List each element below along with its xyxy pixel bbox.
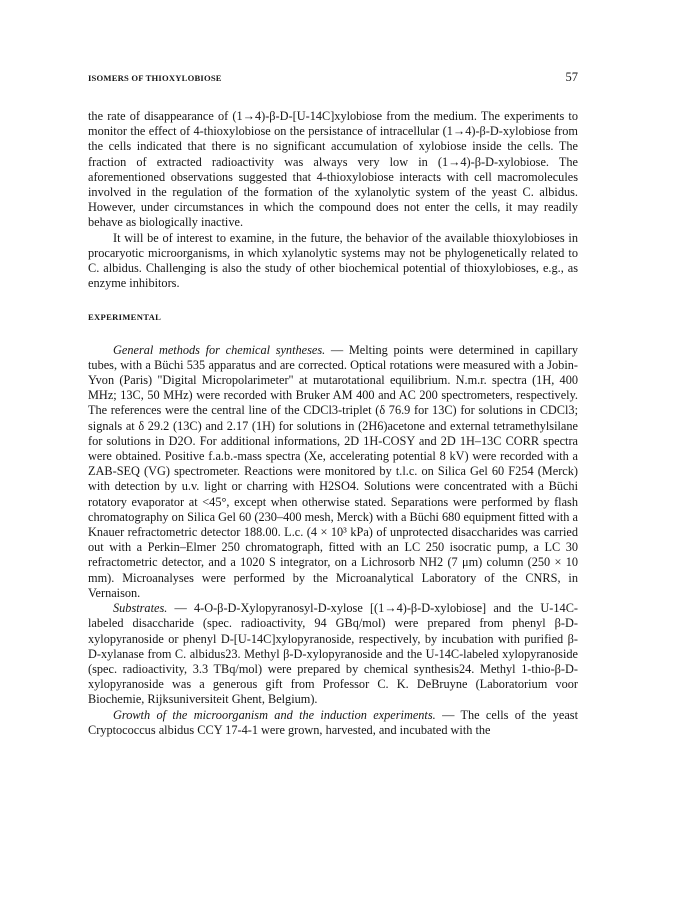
intro-paragraph-1: the rate of disappearance of (1→4)-β-D-[U-14C]xylobiose from the medium. The experiments to monitor the effect of 4-thioxylobiose on the persistance of intracellular (1→4)-β-D-xylobiose from the cells indicated that there is no significant accumulation of xylobiose inside the cells. The fraction of extracted radioactivity was always very low in (1→4)-β-D-xylobiose. The aforementioned observations suggested that 4-thioxylobiose interacts with cell macromolecules involved in the regulation of the formation of the xylanolytic system of the yeast C. albidus. However, under circumstances in which the compound does not enter the cells, it may readily behave as biologically inactive.	[88, 109, 578, 230]
section-heading-experimental: EXPERIMENTAL	[88, 312, 162, 323]
substrates-heading: Substrates.	[113, 601, 168, 616]
running-head-title: ISOMERS OF THIOXYLOBIOSE	[88, 73, 222, 83]
substrates-text: — 4-O-β-D-Xylopyranosyl-D-xylose [(1→4)-β-D-xylobiose] and the U-14C-labeled disaccharide (spec. radioactivity, 94 GBq/mol) were prepared from phenyl β-D-xylopyranoside or phenyl D-[U-14C]xylopyranoside, respectively, by incubation with purified β-D-xylanase from C. albidus23. Methyl β-D-xylopyranoside and the U-14C-labeled xylopyranoside (spec. radioactivity, 3.3 TBq/mol) were prepared by chemical synthesis24. Methyl 1-thio-β-D-xylopyranoside was a generous gift from Professor C. K. DeBruyne (Laboratorium voor Biochemie, Rijksuniversiteit Ghent, Belgium).	[88, 601, 578, 707]
general-methods-heading: General methods for chemical syntheses.	[113, 342, 326, 357]
general-methods-paragraph	[88, 343, 578, 601]
growth-heading: Growth of the microorganism and the induction experiments.	[113, 707, 436, 722]
running-head	[88, 70, 578, 92]
body-text	[88, 109, 578, 738]
intro-paragraph-2: It will be of interest to examine, in the future, the behavior of the available thioxylobioses in procaryotic microorganisms, in which xylanolytic systems may not be phylogenetically related to C. albidus. Challenging is also the study of other biochemical potential of thioxylobioses, e.g., as enzyme inhibitors.	[88, 230, 578, 291]
page-number: 57	[565, 70, 578, 84]
growth-paragraph	[88, 708, 578, 738]
page	[88, 70, 578, 738]
substrates-paragraph	[88, 601, 578, 707]
growth-text: — The cells of the yeast Cryptococcus albidus CCY 17-4-1 were grown, harvested, and incubated with the	[88, 707, 579, 737]
general-methods-text: — Melting points were determined in capillary tubes, with a Büchi 535 apparatus and are corrected. Optical rotations were measured with a Jobin-Yvon (Paris) "Digital Micropolarimeter" at mutarotational equilibrium. N.m.r. spectra (1H, 400 MHz; 13C, 50 MHz) were recorded with Bruker AM 400 and AC 200 spectrometers, respectively. The references were the central line of the CDCl3-triplet (δ 76.9 for 13C) for solutions in CDCl3; signals at δ 29.2 (13C) and 2.17 (1H) for solutions in (2H6)acetone and external tetramethylsilane for solutions in D2O. For additional informations, 2D 1H-COSY and 2D 1H–13C CORR spectra were obtained. Positive f.a.b.-mass spectra (Xe, accelerating potential 8 kV) were recorded with a ZAB-SEQ (VG) spectrometer. Reactions were monitored by t.l.c. on Silica Gel 60 F254 (Merck) with detection by u.v. light or charring with H2SO4. Solutions were concentrated with a Büchi rotatory evaporator at <45°, except when otherwise stated. Separations were performed by flash chromatography on Silica Gel 60 (230–400 mesh, Merck) with a Büchi 680 equipment fitted with a Knauer refractometric detector 188.00. L.c. (4 × 10³ kPa) of unprotected disaccharides was carried out with a Perkin–Elmer 250 chromatograph, fitted with an LC 250 isocratic pump, a LC 30 refractometric detector, and a 1020 S integrator, on a Lichrosorb NH2 (7 μm) column (250 × 10 mm). Microanalyses were performed by the Microanalytical Laboratory of the CNRS, in Vernaison.	[88, 342, 578, 600]
